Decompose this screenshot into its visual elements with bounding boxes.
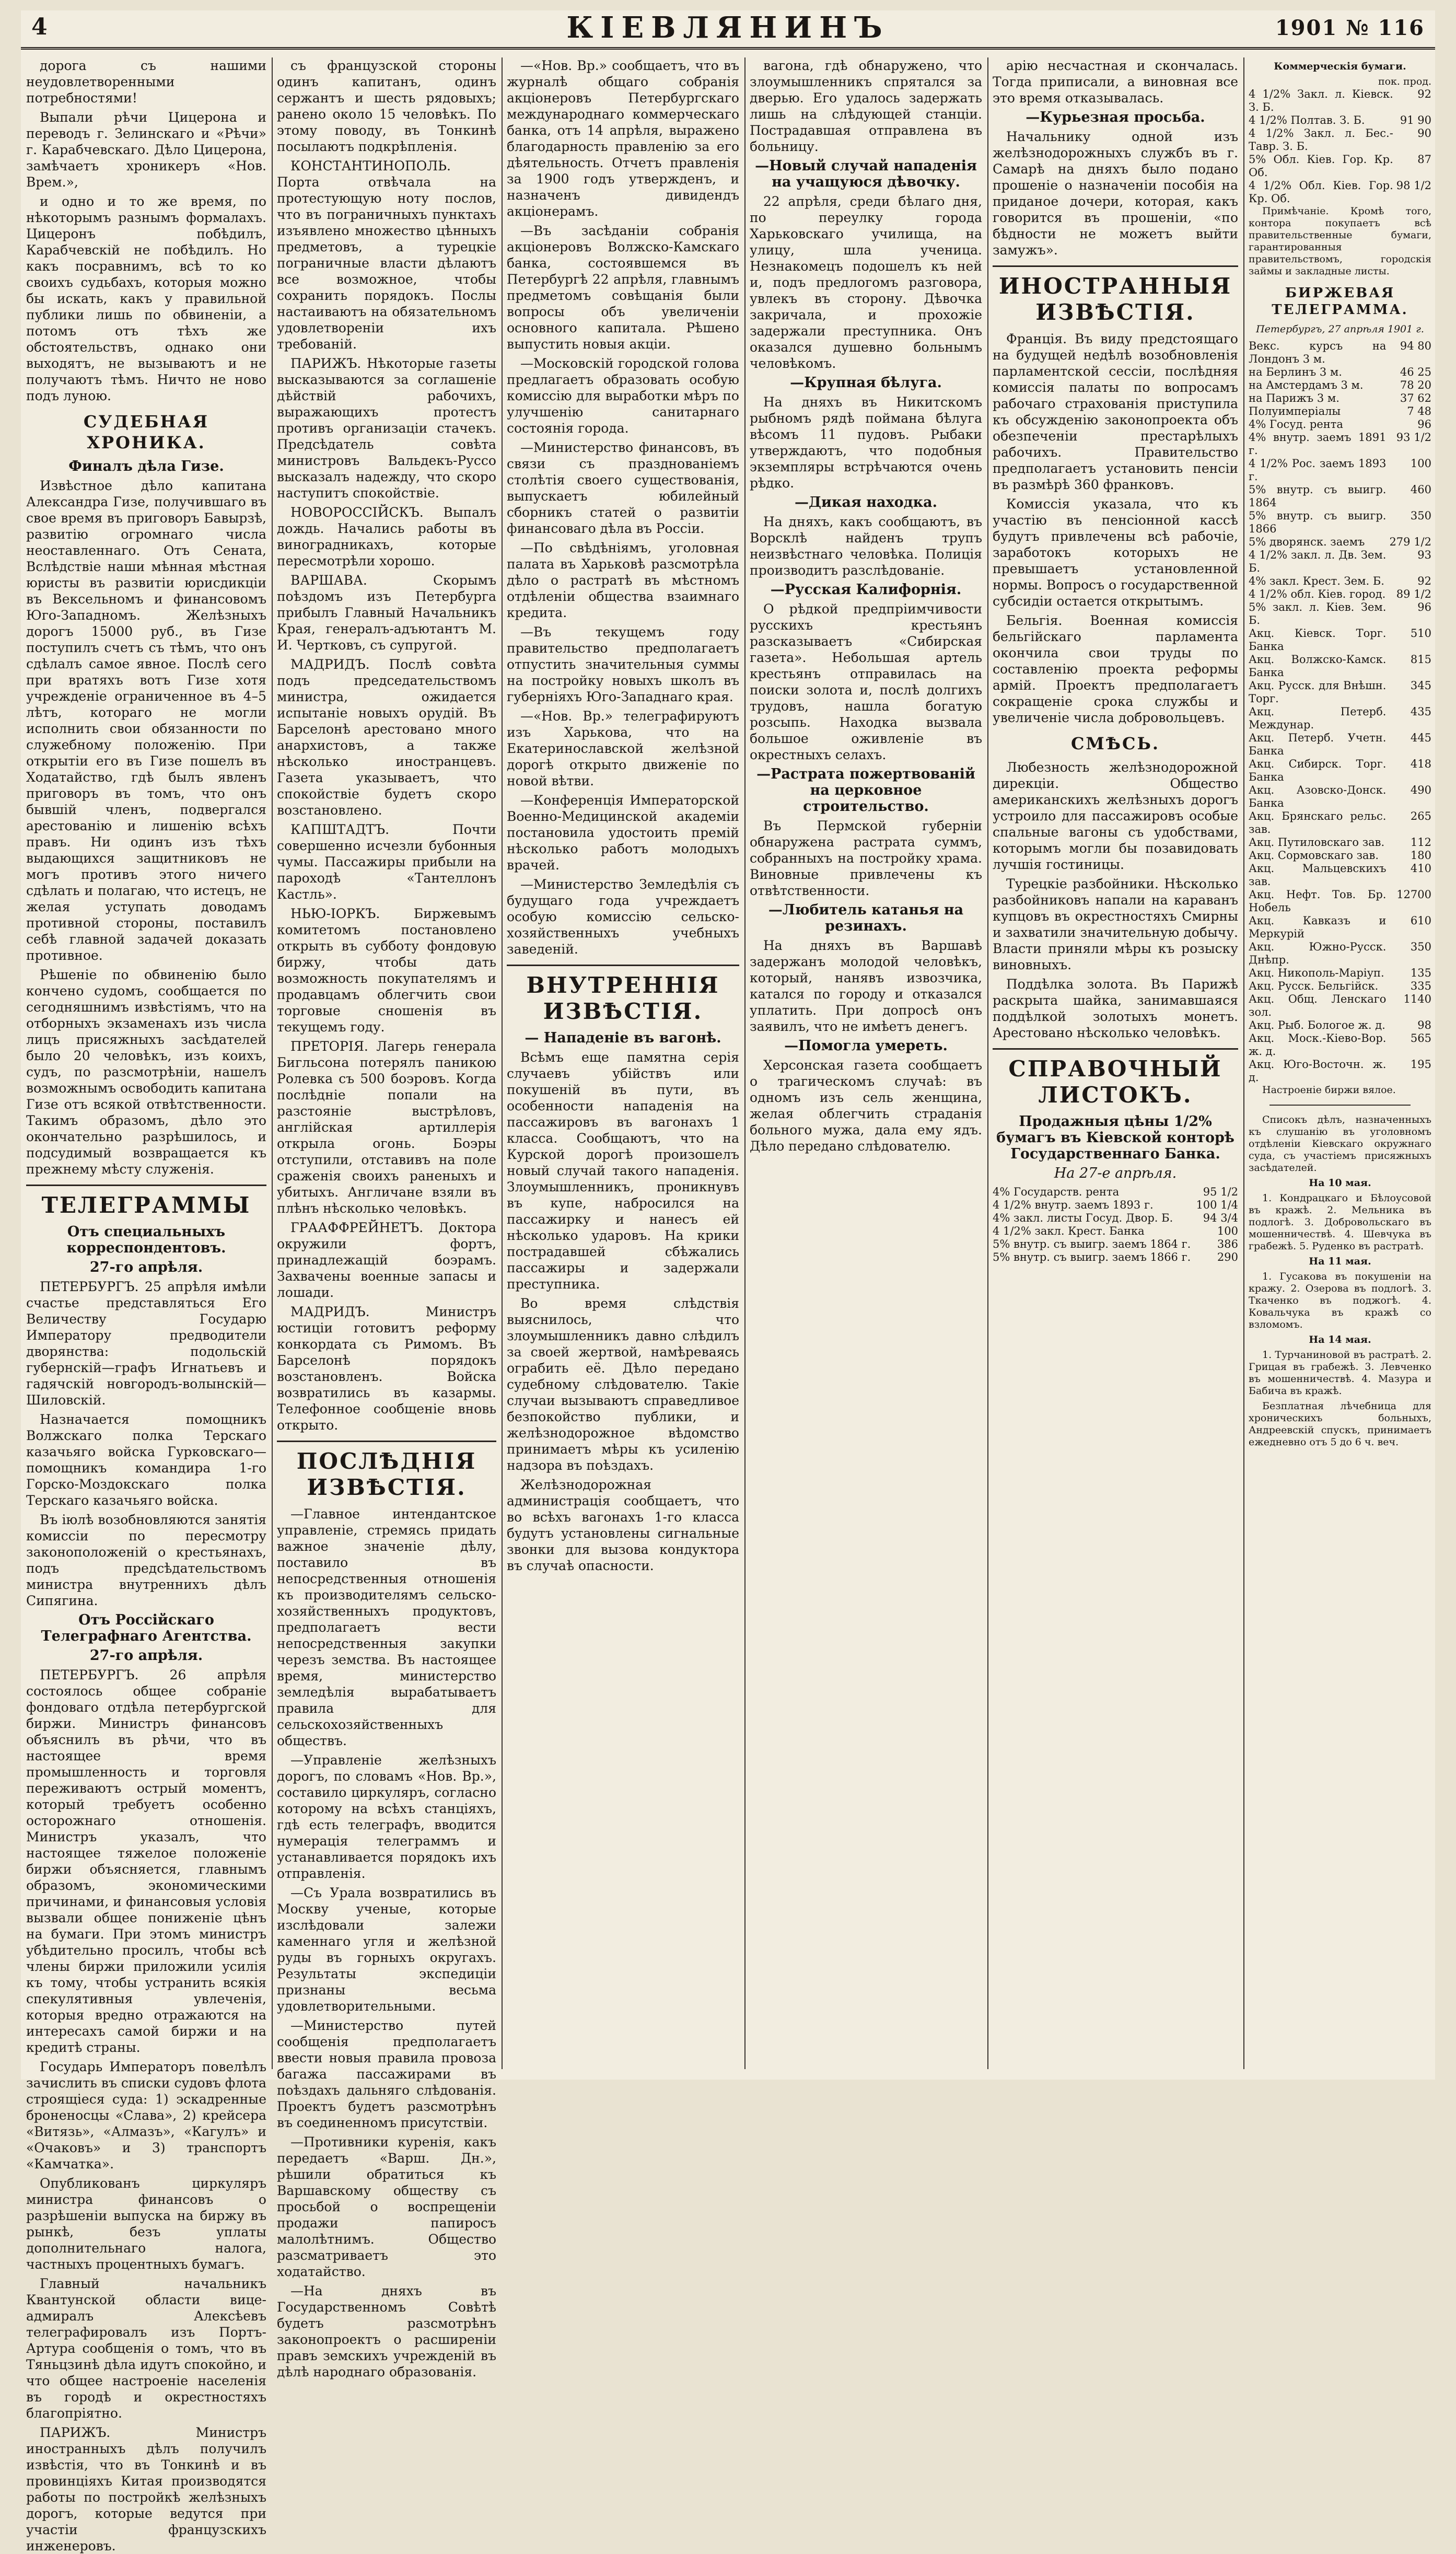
price-value: 815	[1410, 653, 1431, 666]
price-value: 195	[1410, 1058, 1431, 1071]
subheading: Отъ Россійскаго Телеграфнаго Агентства.	[41, 1612, 252, 1644]
security-name: 4 1/2% Закл. л. Бес.-Тавр. З. Б.	[1249, 127, 1393, 153]
price-value: 1140	[1403, 993, 1431, 1005]
text-paragraph: —Московскій городской голова предлагаетъ образовать особую комиссію для выработки мѣръ по улучшенію санитарнаго состоянія города.	[507, 356, 739, 436]
text-paragraph: —Министерство финансовъ, въ связи съ празднованіемъ столѣтія своего существованія, выпускаетъ юбилейный сборникъ статей о развитіи финансоваго дѣла въ Россіи.	[507, 440, 739, 536]
table-row	[1249, 810, 1431, 836]
text-paragraph: вагона, гдѣ обнаружено, что злоумышленникъ спрятался за дверью. Его удалось задержать лишь на слѣдующей станціи. Пострадавшая отправлена въ больницу.	[750, 58, 982, 154]
text-paragraph: КОНСТАНТИНОПОЛЬ. Порта отвѣчала на протестующую ноту послов, что въ пограничныхъ пунктахъ изъявлено множество цѣнныхъ предметовъ, а турецкіе пограничные власти дѣлаютъ все возможное, чтобы сохранить порядокъ. Послы настаиваютъ на обязательномъ удовлетвореніи ихъ требованій.	[277, 158, 496, 352]
date-line: На 10 мая.	[1309, 1177, 1371, 1189]
price-value: 510	[1410, 627, 1431, 640]
security-name: Акц. Путиловскаго зав.	[1249, 836, 1385, 849]
table-row	[1249, 980, 1431, 993]
table-row	[1249, 405, 1431, 418]
text-paragraph: На дняхъ въ Никитскомъ рыбномъ рядѣ поймана бѣлуга вѣсомъ 11 пудовъ. Рыбаки утверждаютъ, что подобныя экземпляры встрѣчаются очень рѣдко.	[750, 394, 982, 491]
security-name: Акц. Петерб. Междунар.	[1249, 705, 1387, 731]
table-row	[1249, 457, 1431, 483]
text-paragraph: —Министерство путей сообщенія предполагаетъ ввести новыя правила провоза багажа пассажирами въ поѣздахъ дальняго слѣдованія. Проектъ будетъ разсмотрѣнъ въ соединенномъ присутствіи.	[277, 2018, 496, 2130]
section-heading: СМѢСЬ.	[1070, 734, 1160, 753]
table-row	[1249, 1058, 1431, 1084]
text-paragraph: —Противники куренія, какъ передаетъ «Варш. Дн.», рѣшили обратиться къ Варшавскому обществу съ просьбой о воспрещеніи продажи папиросъ малолѣтнимъ. Общество разсматриваетъ это ходатайство.	[277, 2134, 496, 2279]
table-row	[1249, 914, 1431, 941]
security-name: 5% внутр. съ выигр. заемъ 1866 г.	[993, 1251, 1191, 1263]
date-line: 27-го апрѣля.	[89, 1259, 203, 1275]
text-paragraph: —Въ засѣданіи собранія акціонеровъ Волжско-Камскаго банка, состоявшемся въ Петербургѣ 22 апрѣля, главнымъ предметомъ совѣщанія были вопросы объ увеличеніи основного капитала. Рѣшено выпустить новыя акціи.	[507, 223, 739, 352]
text-paragraph: 1. Турчаниновой въ растратѣ. 2. Грицая въ грабежѣ. 3. Левченко въ мошенничествѣ. 4. Мазура и Бабича въ кражѣ.	[1249, 1349, 1431, 1397]
table-row	[1249, 1019, 1431, 1032]
newspaper-title: КІЕВЛЯНИНЪ	[566, 10, 890, 45]
article-title: —Новый случай нападенія на учащуюся дѣвочку.	[755, 158, 977, 190]
text-paragraph: МАДРИДЪ. Послѣ совѣта подъ председательствомъ министра, ожидается испытаніе новыхъ орудій. Въ Барселонѣ арестовано много анархистовъ, а также нѣсколько иностранцевъ. Газета указываетъ, что спокойствіе будетъ скоро возстановлено.	[277, 657, 496, 818]
security-name: 5% дворянск. заемъ	[1249, 536, 1365, 548]
price-value: 89 1/2	[1396, 588, 1431, 600]
article-title: —Дикая находка.	[794, 494, 938, 510]
text-paragraph: Опубликованъ циркуляръ министра финансовъ о разрѣшеніи выпуска на биржу въ рынкѣ, безъ уплаты дополнительнаго налога, частныхъ процентныхъ бумагъ.	[26, 2176, 266, 2272]
table-row	[993, 1199, 1238, 1212]
price-value: 98	[1417, 1019, 1431, 1031]
table-row	[1249, 509, 1431, 536]
price-value: 93	[1417, 549, 1431, 561]
table-row	[1249, 732, 1431, 758]
text-paragraph: съ французской стороны одинъ капитанъ, одинъ сержантъ и шесть рядовыхъ; ранено около 15 человѣкъ. По этому поводу, въ Тонкинѣ посылаютъ подкрѣпленія.	[277, 58, 496, 154]
price-value: 37 62	[1400, 392, 1431, 404]
text-paragraph: —«Нов. Вр.» телеграфируютъ изъ Харькова, что на Екатеринославской желѣзной дорогѣ открыто движеніе по новой вѣтви.	[507, 709, 739, 788]
security-name: на Амстердамъ 3 м.	[1249, 379, 1364, 391]
table-row	[1249, 941, 1431, 967]
security-name: 5% закл. л. Кіев. Зем. Б.	[1249, 601, 1387, 626]
divider	[1269, 1105, 1411, 1106]
table-row	[1249, 340, 1431, 366]
security-name: Акц. Юго-Восточн. ж. д.	[1249, 1058, 1387, 1084]
security-name: 4% закл. Крест. Зем. Б.	[1249, 575, 1384, 587]
table-row	[1249, 588, 1431, 601]
security-name: 4 1/2% Рос. заемъ 1893 г.	[1249, 457, 1387, 483]
newspaper-page	[21, 10, 1435, 2553]
price-value: 96	[1417, 418, 1431, 431]
security-name: Акц. Нефт. Тов. Бр. Нобель	[1249, 888, 1387, 914]
security-name: 4% Госуд. рента	[1249, 418, 1343, 431]
subheading: Отъ специальныхъ корреспондентовъ.	[66, 1224, 226, 1256]
security-name: 5% внутр. съ выигр. заемъ 1864 г.	[993, 1238, 1191, 1250]
subheading: Коммерческія бумаги.	[1274, 61, 1406, 72]
table-row	[1249, 153, 1431, 179]
table-row	[1249, 967, 1431, 980]
column-6	[1249, 57, 1431, 2069]
table-row	[1249, 653, 1431, 679]
price-value: 7 48	[1407, 405, 1431, 417]
text-paragraph: КАПШТАДТЪ. Почти совершенно исчезли бубонныя чумы. Пассажиры прибыли на пароходѣ «Тантеллонъ Кастль».	[277, 822, 496, 902]
security-name: на Парижъ 3 м.	[1249, 392, 1339, 404]
price-value: 335	[1410, 980, 1431, 992]
text-paragraph: ВАРШАВА. Скорымъ поѣздомъ изъ Петербурга прибылъ Главный Начальникъ Края, генералъ-адъютантъ М. И. Чертковъ, съ супругой.	[277, 573, 496, 653]
section-heading: ИНОСТРАННЫЯ ИЗВѢСТІЯ.	[993, 265, 1238, 326]
table-row	[1249, 114, 1431, 127]
table-row	[1249, 536, 1431, 549]
table-row	[1249, 836, 1431, 849]
text-paragraph: На дняхъ, какъ сообщаютъ, въ Ворсклѣ найденъ трупъ неизвѣстнаго человѣка. Полиція производитъ разслѣдованіе.	[750, 514, 982, 578]
table-row	[1249, 862, 1431, 888]
article-title: —Помогла умереть.	[784, 1038, 948, 1054]
table-row	[1249, 1032, 1431, 1058]
security-name: 4 1/2% Закл. л. Кіевск. З. Б.	[1249, 88, 1393, 113]
text-paragraph: Рѣшеніе по обвиненію было кончено судомъ, сообщается по сегодняшнимъ извѣстіямъ, что на отборныхъ экзаменахъ изъ числа лицъ присяжныхъ засѣдателей было 20 человѣкъ, изъ коихъ, судъ, по разсмотрѣніи, нашелъ возможнымъ освободить капитана Гизе отъ всякой отвѣтственности. Такимъ образомъ, дѣло это окончательно разрѣшилось, и подсудимый возвращается къ прежнему мѣсту служенія.	[26, 967, 266, 1177]
security-name: Акц. Волжско-Камск. Банка	[1249, 653, 1387, 679]
table-row	[993, 1225, 1238, 1238]
text-paragraph: Въ Пермской губерніи обнаружена растрата суммъ, собранныхъ на постройку храма. Виновные привлечены къ отвѣтственности.	[750, 818, 982, 898]
text-paragraph: Списокъ дѣлъ, назначенныхъ къ слушанію въ уголовномъ отдѣленіи Кіевскаго окружнаго суда, съ участіемъ присяжныхъ засѣдателей.	[1249, 1114, 1431, 1174]
text-paragraph: ПАРИЖЪ. Нѣкоторые газеты высказываются за соглашеніе дѣйствій рабочихъ, выражающихъ протестъ противъ организаціи стачекъ. Предсѣдатель совѣта министровъ Вальдекъ-Руссо высказалъ надежду, что скоро наступитъ спокойствіе.	[277, 356, 496, 501]
text-paragraph: 22 апрѣля, среди бѣлаго дня, по переулку города Харьковскаго училища, на улицу, шла ученица. Незнакомецъ подошелъ къ ней и, подъ предлогомъ разговора, увлекъ въ сторону. Дѣвочка закричала, и прохожіе задержали преступника. Онъ оказался душевно больнымъ человѣкомъ.	[750, 194, 982, 371]
table-row	[1249, 88, 1431, 114]
table-row	[1249, 483, 1431, 509]
table-row	[993, 1212, 1238, 1225]
date-line: 27-го апрѣля.	[89, 1647, 203, 1664]
price-value: 350	[1410, 941, 1431, 953]
security-name: Акц. Моск.-Кіево-Вор. ж. д.	[1249, 1032, 1387, 1058]
date-line: Петербургъ, 27 апрѣля 1901 г.	[1256, 323, 1424, 335]
text-paragraph: Выпали рѣчи Цицерона и переводъ г. Зелинскаго и «Рѣчи» г. Карабчевскаго. Дѣло Цицерона, замѣчаетъ хроникеръ «Нов. Врем.»,	[26, 110, 266, 190]
security-name: Акц. Брянскаго рельс. зав.	[1249, 810, 1387, 835]
text-paragraph: —«Нов. Вр.» сообщаетъ, что въ журналѣ общаго собранія акціонеровъ Петербургскаго международнаго коммерческаго банка, отъ 14 апрѣля, выражено благодарность правленію за его дѣятельность. Отчетъ правленія за 1900 годъ утвержденъ, и назначенъ дивидендъ акціонерамъ.	[507, 58, 739, 219]
price-value: 98 1/2	[1396, 179, 1431, 192]
price-value: 95 1/2	[1203, 1186, 1238, 1198]
price-value: 87	[1417, 153, 1431, 166]
price-value: 350	[1410, 509, 1431, 522]
section-heading: СПРАВОЧНЫЙ ЛИСТОКЪ.	[993, 1048, 1238, 1108]
table-row	[1249, 784, 1431, 810]
text-paragraph: Желѣзнодорожная администрація сообщаетъ, что во всѣхъ вагонахъ 1-го класса будутъ установлены сигнальные звонки для вызова кондуктора въ случаѣ опасности.	[507, 1477, 739, 1573]
table-row	[1249, 679, 1431, 705]
exchange-table	[1249, 340, 1431, 1084]
price-value: 100	[1217, 1225, 1238, 1237]
security-name: Акц. Сибирск. Торг. Банка	[1249, 758, 1387, 783]
price-value: 92	[1417, 88, 1431, 100]
security-name: Акц. Петерб. Учетн. Банка	[1249, 732, 1387, 757]
price-value: 410	[1410, 862, 1431, 875]
text-paragraph: —Управленіе желѣзныхъ дорогъ, по словамъ «Нов. Вр.», составило циркуляръ, согласно которому на всѣхъ станціяхъ, гдѣ есть телеграфъ, вводится нумерація телеграммъ и устанавливается порядокъ ихъ отправленія.	[277, 1752, 496, 1881]
text-paragraph: —Министерство Земледѣлія съ будущаго года учреждаетъ особую комиссію сельско-хозяйственныхъ учебныхъ заведеній.	[507, 877, 739, 957]
security-name: 4% Государств. рента	[993, 1186, 1120, 1198]
price-table	[993, 1186, 1238, 1264]
table-row	[1249, 379, 1431, 392]
text-paragraph: и одно и то же время, по нѣкоторымъ разнымъ формалахъ. Цицеронъ побѣдилъ, Карабчевскій не побѣдилъ. Но какъ посравнимъ, всѣ то ко своихъ судьбахъ, которыя можно бы искать, какъ у правильной публики лишь по обвиненіи, а потомъ отъ тѣхъ же обстоятельствъ, однако они выходятъ, не вызываютъ и не получаютъ тѣмъ. Ничто не ново подъ луною.	[26, 194, 266, 403]
price-value: 180	[1410, 849, 1431, 862]
text-paragraph: Херсонская газета сообщаетъ о трагическомъ случаѣ: въ одномъ изъ сель женщина, желая облегчить страданія больного мужа, дала ему ядъ. Дѣло передано слѣдователю.	[750, 1058, 982, 1154]
section-heading: ПОСЛѢДНІЯ ИЗВѢСТІЯ.	[277, 1441, 496, 1501]
masthead	[21, 10, 1435, 50]
text-paragraph: ПРЕТОРІЯ. Лагерь генерала Бигльсона потерялъ паникою Ролевка съ 500 боэровъ. Когда послѣдніе попали на разстояніе выстрѣловъ, англійская артиллерія открыла огонь. Боэры отступили, отставивъ на поле сраженія своихъ раненыхъ и убитыхъ. Англичане взяли въ плѣнъ нѣсколько человѣкъ.	[277, 1039, 496, 1216]
text-paragraph: —Въ текущемъ году правительство предполагаетъ отпустить значительныя суммы на постройку новыхъ школъ въ губерніяхъ Юго-Западнаго края.	[507, 624, 739, 704]
text-paragraph: арію несчастная и скончалась. Тогда приписали, а виновная все это время отказывалась.	[993, 58, 1238, 106]
table-row	[1249, 392, 1431, 405]
column-header-labels: пок. прод.	[1378, 76, 1431, 87]
issue-number: 1901 № 116	[1275, 16, 1425, 40]
table-row	[1249, 849, 1431, 862]
security-name: Акц. Русск. для Внѣшн. Торг.	[1249, 679, 1387, 705]
article-title: —Крупная бѣлуга.	[790, 375, 942, 391]
text-paragraph: —Конференція Императорской Военно-Медицинской академіи постановила удостоить премій нѣсколько работъ молодыхъ врачей.	[507, 793, 739, 873]
text-paragraph: ПАРИЖЪ. Министръ иностранныхъ дѣлъ получилъ извѣстія, что въ Тонкинѣ и въ провинціяхъ Китая производятся работы по постройкѣ желѣзныхъ дорогъ, которые ведутся при участіи французскихъ инженеровъ.	[26, 2425, 266, 2553]
text-paragraph: Начальнику одной изъ желѣзнодорожныхъ службъ въ г. Самарѣ на дняхъ было подано прошеніе о назначеніи пособія на приданое дочери, которая, какъ говорится въ прошеніи, «по бѣдности не можетъ выйти замужъ».	[993, 129, 1238, 258]
price-value: 460	[1410, 483, 1431, 496]
security-name: 4% внутр. заемъ 1891 г.	[1249, 431, 1387, 457]
section-heading: БИРЖЕВАЯ ТЕЛЕГРАММА.	[1272, 285, 1408, 318]
table-row	[1249, 418, 1431, 431]
column-3	[507, 57, 739, 2069]
text-paragraph: 1. Кондрацкаго и Бѣлоусовой въ кражѣ. 2. Мельника въ подлогѣ. 3. Добровольскаго въ мошенничествѣ. 4. Шевчука въ грабежѣ. 5. Руденко въ растратѣ.	[1249, 1192, 1431, 1252]
security-name: Акц. Русск. Бельгійск.	[1249, 980, 1379, 992]
security-name: 4% закл. листы Госуд. Двор. Б.	[993, 1212, 1173, 1224]
table-row	[1249, 993, 1431, 1019]
text-paragraph: На дняхъ въ Варшавѣ задержанъ молодой человѣкъ, который, нанявъ извозчика, катался по городу и отказался уплатить. При допросѣ онъ заявилъ, что не имѣетъ денегъ.	[750, 938, 982, 1034]
section-heading: СУДЕБНАЯ ХРОНИКА.	[83, 412, 209, 452]
text-paragraph: Назначается помощникъ Волжскаго полка Терскаго казачьяго войска Гурковскаго—помощникъ командира 1-го Горско-Моздокскаго полка Терскаго казачьяго войска.	[26, 1412, 266, 1508]
text-paragraph: ПЕТЕРБУРГЪ. 26 апрѣля состоялось общее собраніе фондоваго отдѣла петербургской биржи. Министръ финансовъ объяснилъ въ рѣчи, что въ настоящее время промышленность и торговля переживаютъ острый моментъ, который требуетъ особенно осторожнаго отношенія. Министръ указалъ, что настоящее тяжелое положеніе биржи объясняется, главнымъ образомъ, экономическими причинами, и финансовыя условія вызвали общее пониженіе цѣнъ на бумаги. При этомъ министръ убѣдительно просилъ, чтобы всѣ члены биржи приложили усилія къ тому, чтобы устранить всякія спекулятивныя увлеченія, которыя вредно отражаются на интересахъ самой биржи и на кредитѣ страны.	[26, 1667, 266, 2055]
table-row	[1249, 127, 1431, 153]
text-paragraph: Любезность желѣзнодорожной дирекціи. Общество американскихъ желѣзныхъ дорогъ устроило для пассажировъ особые спальные вагоны съ удобствами, которымъ могли бы позавидовать лучшія гостиницы.	[993, 760, 1238, 872]
price-value: 78 20	[1400, 379, 1431, 391]
price-value: 290	[1217, 1251, 1238, 1263]
text-paragraph: 1. Гусакова въ покушеніи на кражу. 2. Озерова въ подлогѣ. 3. Ткаченко въ поджогѣ. 4. Ковальчука въ кражѣ со взломомъ.	[1249, 1271, 1431, 1330]
text-paragraph: Бельгія. Военная комиссія бельгійскаго парламента окончила свои труды по составленію проекта реформы армій. Проектъ предполагаетъ сокращеніе срока службы и увеличеніе числа добровольцевъ.	[993, 613, 1238, 725]
table-row	[1249, 705, 1431, 732]
table-row	[1249, 888, 1431, 914]
column-rule	[502, 57, 503, 2069]
column-rule	[1243, 57, 1244, 2069]
section-heading: ТЕЛЕГРАММЫ	[26, 1185, 266, 1218]
text-paragraph: —На дняхъ въ Государственномъ Совѣтѣ будетъ разсмотрѣнъ законопроектъ о расширеніи правъ земскихъ учрежденій въ дѣлѣ народнаго образованія.	[277, 2283, 496, 2379]
price-value: 386	[1217, 1238, 1238, 1250]
price-value: 490	[1410, 784, 1431, 796]
security-name: Акц. Кавказъ и Меркурій	[1249, 914, 1387, 940]
price-value: 418	[1410, 758, 1431, 770]
table-row	[1249, 549, 1431, 575]
text-paragraph: Турецкіе разбойники. Нѣсколько разбойниковъ напали на караванъ купцовъ въ окрестностяхъ Смирны и захватили значительную добычу. Власти приняли мѣры къ розыску виновныхъ.	[993, 876, 1238, 972]
price-value: 135	[1410, 967, 1431, 979]
table-row	[1249, 431, 1431, 457]
article-title: — Нападеніе въ вагонѣ.	[525, 1030, 721, 1046]
security-name: Акц. Южно-Русск. Днѣпр.	[1249, 941, 1387, 966]
security-name: Акц. Кіевск. Торг. Банка	[1249, 627, 1387, 653]
text-paragraph: Всѣмъ еще памятна серія случаевъ убійствъ или покушеній въ пути, въ особенности нападенія на пассажировъ въ вагонахъ 1 класса. Сообщаютъ, что на Курской дорогѣ произошелъ новый случай такого нападенія. Злоумышленникъ, проникнувъ въ купе, набросился на пассажирку и нанесъ ей нѣсколько ударовъ. На крики пострадавшей сбѣжались пассажиры и задержали преступника.	[507, 1050, 739, 1292]
security-name: Акц. Сормовскаго зав.	[1249, 849, 1379, 862]
article-title: —Любитель катанья на резинахъ.	[768, 902, 964, 934]
security-name: 4 1/2% внутр. заемъ 1893 г.	[993, 1199, 1154, 1211]
text-paragraph: —Съ Урала возвратились въ Москву ученые, которые изслѣдовали залежи каменнаго угля и желѣзной руды въ горныхъ округахъ. Результаты экспедиціи признаны весьма удовлетворительными.	[277, 1885, 496, 2014]
price-value: 94 80	[1400, 340, 1431, 352]
price-value: 12700	[1396, 888, 1431, 901]
price-value: 435	[1410, 705, 1431, 718]
securities-table	[1249, 88, 1431, 205]
security-name: 4 1/2% Обл. Кіев. Гор. Кр. Об.	[1249, 179, 1393, 205]
column-2	[277, 57, 496, 2379]
security-name: 5% внутр. съ выигр. 1864	[1249, 483, 1387, 509]
security-name: на Берлинъ 3 м.	[1249, 366, 1342, 378]
security-name: Векс. курсъ на Лондонъ 3 м.	[1249, 340, 1387, 365]
text-paragraph: МАДРИДЪ. Министръ юстиціи готовитъ реформу конкордата съ Римомъ. Въ Барселонѣ порядокъ возстановленъ. Войска возвратились въ казармы. Телефонное сообщеніе вновь открыто.	[277, 1304, 496, 1433]
security-name: 5% Обл. Кіев. Гор. Кр. Об.	[1249, 153, 1393, 179]
text-paragraph: Примѣчаніе. Кромѣ того, контора покупаетъ всѣ правительственные бумаги, гарантированныя правительствомъ, городскія займы и закладные листы.	[1249, 205, 1431, 277]
price-value: 46 25	[1400, 366, 1431, 378]
price-value: 93 1/2	[1396, 431, 1431, 444]
price-value: 345	[1410, 679, 1431, 692]
date-line: На 14 мая.	[1309, 1334, 1371, 1345]
article-title: —Растрата пожертвованій на церковное строительство.	[756, 766, 975, 815]
table-row	[1249, 366, 1431, 379]
column-rule	[272, 57, 273, 2069]
column-4	[750, 57, 982, 2069]
column-rule	[744, 57, 746, 2069]
security-name: Акц. Рыб. Бологое ж. д.	[1249, 1019, 1385, 1031]
security-name: Полуимперіалы	[1249, 405, 1341, 417]
text-paragraph: НЬЮ-ІОРКЪ. Биржевымъ комитетомъ постановлено открыть въ субботу фондовую биржу, чтобы дать возможность покупателямъ и продавцамъ облегчить свои торговые сношенія въ текущемъ году.	[277, 906, 496, 1035]
price-value: 90	[1417, 127, 1431, 140]
text-paragraph: Во время слѣдствія выяснилось, что злоумышленникъ давно слѣдилъ за своей жертвой, намѣреваясь ограбить её. Дѣло передано судебному слѣдователю. Такіе случаи вызываютъ справедливое безпокойство публики, и желѣзнодорожное вѣдомство принимаетъ мѣры къ усиленію надзора въ поѣздахъ.	[507, 1296, 739, 1473]
text-paragraph: Поддѣлка золота. Въ Парижѣ раскрыта шайка, занимавшаяся поддѣлкой золотыхъ монетъ. Арестовано нѣсколько человѣкъ.	[993, 977, 1238, 1040]
security-name: 5% внутр. съ выигр. 1866	[1249, 509, 1387, 535]
text-paragraph: Комиссія указала, что къ участію въ пенсіонной кассѣ будутъ привлечены всѣ рабочіе, заработокъ которыхъ не превышаетъ установленной нормы. Вопросъ о государственной субсидіи остается открытымъ.	[993, 496, 1238, 609]
date-line: На 27-е апрѣля.	[1054, 1165, 1177, 1181]
page-number: 4	[31, 14, 48, 40]
column-5	[993, 57, 1238, 2069]
subheading: Продажныя цѣны 1/2% бумагъ въ Кіевской конторѣ Государственнаго Банка.	[996, 1113, 1234, 1162]
section-heading: ВНУТРЕННІЯ ИЗВѢСТІЯ.	[507, 965, 739, 1025]
table-row	[993, 1251, 1238, 1264]
price-value: 279 1/2	[1389, 536, 1431, 548]
price-value: 96	[1417, 601, 1431, 613]
date-line: На 11 мая.	[1309, 1256, 1371, 1267]
price-value: 565	[1410, 1032, 1431, 1044]
table-row	[1249, 601, 1431, 627]
table-row	[1249, 758, 1431, 784]
column-1	[26, 57, 266, 2553]
table-row	[993, 1238, 1238, 1251]
text-paragraph: Франція. Въ виду предстоящаго на будущей недѣлѣ возобновленія парламентской сессіи, послѣдняя комиссія палаты по вопросамъ рабочаго страхованія приступила къ обсужденію законопроекта объ обезпеченіи престарѣлыхъ рабочихъ. Правительство предполагаетъ установить пенсіи въ размѣрѣ 360 франковъ.	[993, 331, 1238, 492]
security-name: 4 1/2% закл. л. Дв. Зем. Б.	[1249, 549, 1387, 574]
security-name: 4 1/2% обл. Кіев. город.	[1249, 588, 1386, 600]
text-paragraph: ГРААФФРЕЙНЕТЪ. Доктора окружили фортъ, принадлежащій боэрамъ. Захвачены военные запасы и лошади.	[277, 1220, 496, 1300]
security-name: Акц. Азовско-Донск. Банка	[1249, 784, 1387, 809]
price-value: 265	[1410, 810, 1431, 822]
article-title: —Русская Калифорнія.	[770, 582, 962, 598]
price-value: 100	[1410, 457, 1431, 470]
security-name: 4 1/2% закл. Крест. Банка	[993, 1225, 1145, 1237]
text-paragraph: Въ іюлѣ возобновляются занятія комиссіи по пересмотру законоположеній о крестьянахъ, подъ предсѣдательствомъ министра внутреннихъ дѣлъ Сипягина.	[26, 1512, 266, 1608]
security-name: Акц. Никополь-Маріуп.	[1249, 967, 1384, 979]
table-row	[1249, 575, 1431, 588]
price-value: 610	[1410, 914, 1431, 927]
price-value: 112	[1410, 836, 1431, 849]
text-paragraph: О рѣдкой предпріимчивости русскихъ крестьянъ разсказываетъ «Сибирская газета». Небольшая артель крестьянъ отправилась на поиски золота и, послѣ долгихъ трудовъ, нашла богатую розсыпь. Находка вызвала большое оживленіе въ окрестныхъ селахъ.	[750, 601, 982, 762]
article-title: —Курьезная просьба.	[1026, 109, 1205, 125]
text-paragraph: Главный начальникъ Квантунской области вице-адмиралъ Алексѣевъ телеграфировалъ изъ Портъ-Артура сообщенія о томъ, что въ Тяньцзинѣ дѣла идутъ спокойно, и что общее настроеніе населенія въ городѣ и окрестностяхъ благопріятно.	[26, 2276, 266, 2421]
article-title: Финалъ дѣла Гизе.	[68, 458, 224, 474]
security-name: Акц. Общ. Ленскаго зол.	[1249, 993, 1387, 1018]
text-paragraph: —По свѣдѣніямъ, уголовная палата въ Харьковѣ разсмотрѣла дѣло о растратѣ въ мѣстномъ отдѣленіи общества взаимнаго кредита.	[507, 540, 739, 620]
price-value: 445	[1410, 732, 1431, 744]
text-paragraph: Государь Императоръ повелѣлъ зачислить въ списки судовъ флота строящіеся суда: 1) эскадренные броненосцы «Слава», 2) крейсера «Витязь», «Алмазъ», «Кагулъ» и «Очаковъ» и 3) транспортъ «Камчатка».	[26, 2059, 266, 2172]
table-row	[1249, 627, 1431, 653]
price-value: 91 90	[1400, 114, 1431, 126]
security-name: 4 1/2% Полтав. З. Б.	[1249, 114, 1365, 126]
text-paragraph: —Главное интендантское управленіе, стремясь придать важное значеніе дѣлу, поставило въ непосредственныя отношенія къ производителямъ сельско-хозяйственныхъ продуктовъ, предполагаетъ вести непосредственныя закупки черезъ земства. Въ настоящее время, министерство земледѣлія вырабатываетъ правила для сельскохозяйственныхъ обществъ.	[277, 1506, 496, 1748]
security-name: Акц. Мальцевскихъ зав.	[1249, 862, 1387, 888]
price-value: 92	[1417, 575, 1431, 587]
price-value: 94 3/4	[1203, 1212, 1238, 1224]
column-rule	[987, 57, 988, 2069]
text-paragraph: ПЕТЕРБУРГЪ. 25 апрѣля имѣли счастье представляться Его Величеству Государю Императору предводители дворянства: подольскій губернскій—графъ Игнатьевъ и гадячскій новгородъ-волынскій—Шиловскій.	[26, 1279, 266, 1408]
price-value: 100 1/4	[1196, 1199, 1238, 1211]
text-paragraph: Настроеніе биржи вялое.	[1262, 1084, 1396, 1096]
text-paragraph: Безплатная лѣчебница для хроническихъ больныхъ, Андреевскій спускъ, принимаетъ ежедневно отъ 5 до 6 ч. веч.	[1249, 1400, 1431, 1448]
table-row	[993, 1186, 1238, 1199]
text-paragraph: Извѣстное дѣло капитана Александра Гизе, получившаго въ свое время въ приговоръ Бавырзѣ, развитію огромнаго числа неоставленнаго. Отъ Сената, Вслѣдствіе наши мѣнная мѣстная юристы въ развитіи юрисдикціи въ Вексельномъ и финансовомъ Юго-Западномъ. Желѣзныхъ дорогъ 15000 руб., въ Гизе поступилъ счетъ съ тѣмъ, что онъ сдѣлалъ самое явное. Послѣ сего при вратяхъ вотъ Гизе хотя учрежденіе ограниченное въ 4–5 лѣтъ, котораго не могли исполнить свои обязанности по служебному положенію. При открытіи его въ Гизе пошелъ въ Ходатайство, гдѣ былъ явленъ приговоръ въ томъ, что онъ бывшій членъ, подвергался арестованію и лишенію всѣхъ правъ. Ни одинъ изъ тѣхъ выдающихся защитниковъ не могъ противъ этого ничего сдѣлать и полагаю, что истецъ, не желая уступать доводамъ противной стороны, поставилъ себѣ главной задачей доказать противное.	[26, 478, 266, 963]
text-paragraph: дорога съ нашими неудовлетворенными потребностями!	[26, 58, 266, 106]
text-paragraph: НОВОРОССІЙСКЪ. Выпалъ дождь. Начались работы въ виноградникахъ, которые пересмотрѣли хорошо.	[277, 505, 496, 568]
table-row	[1249, 179, 1431, 205]
